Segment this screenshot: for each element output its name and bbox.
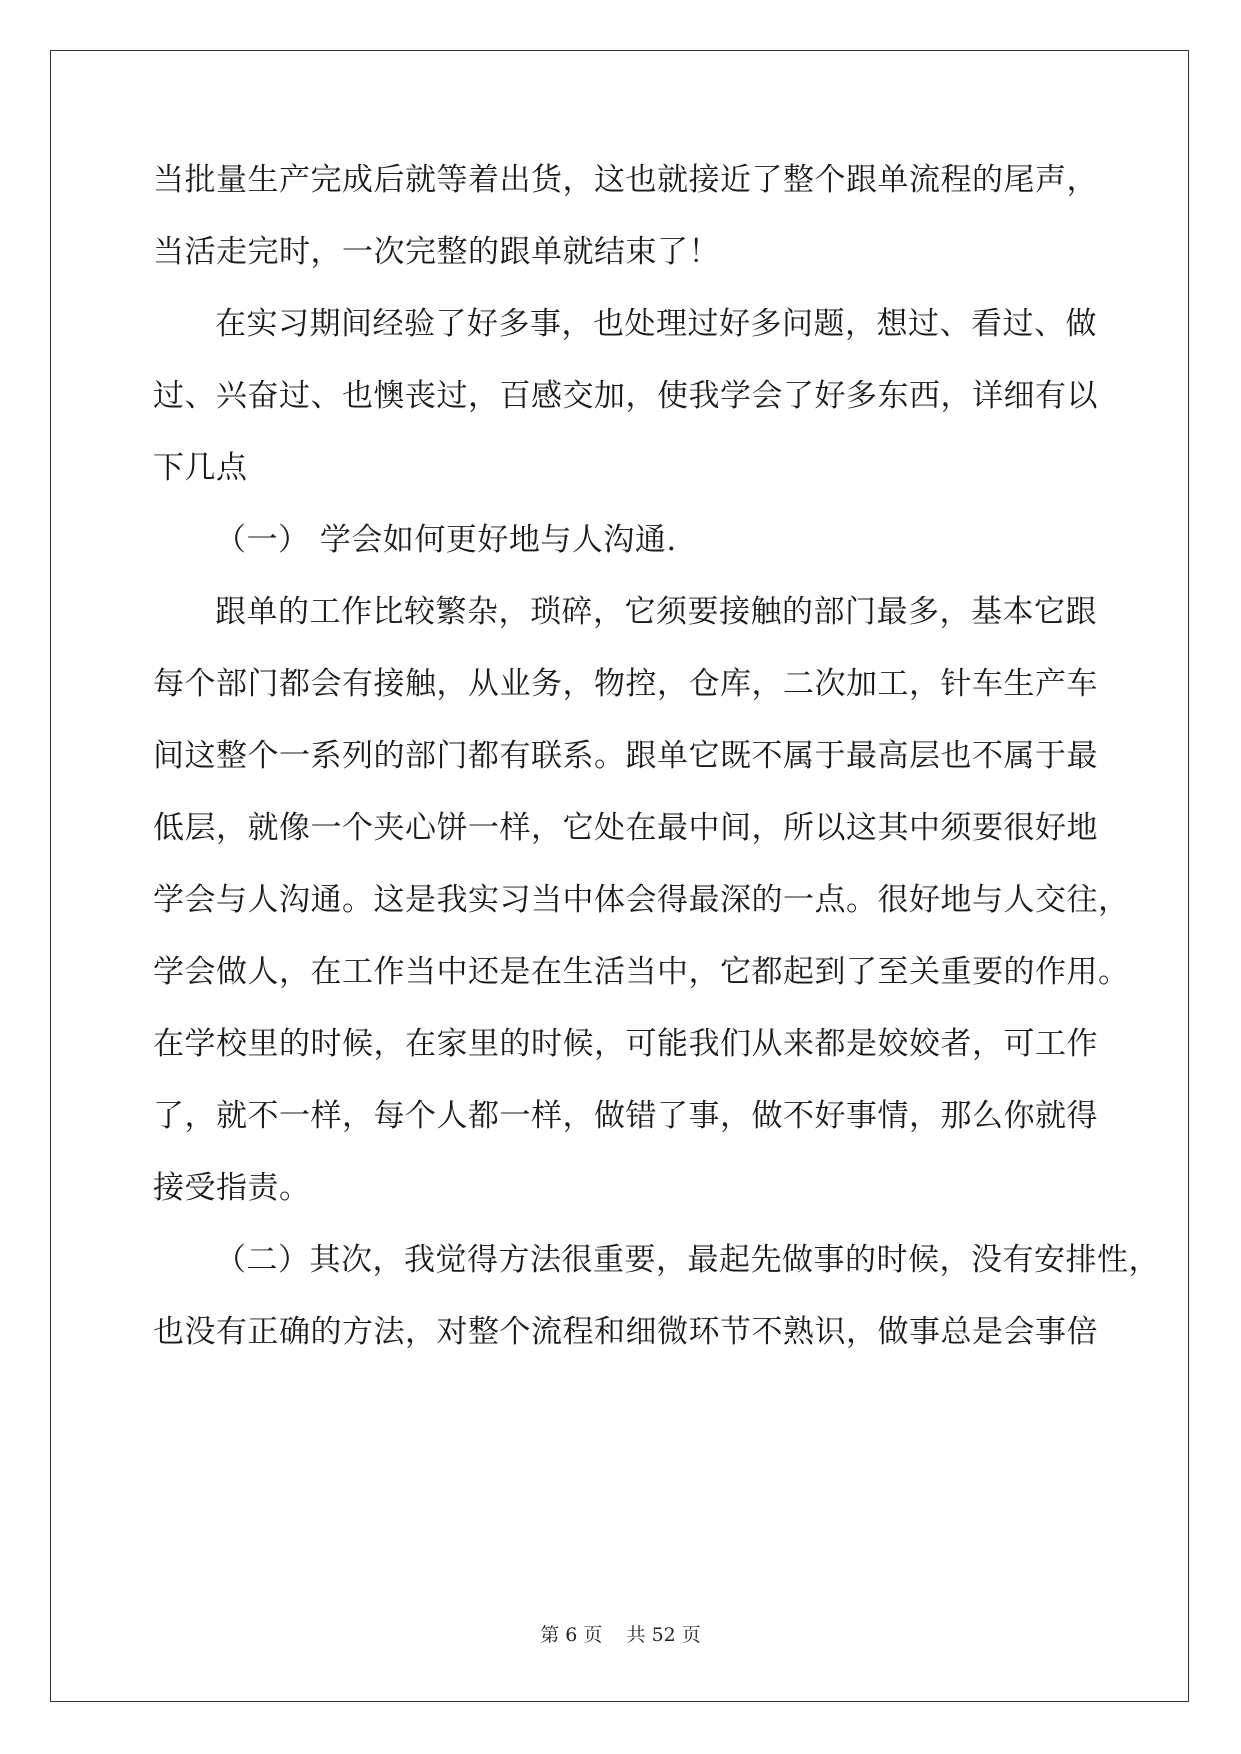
text-line: 低层，就像一个夹心饼一样，它处在最中间，所以这其中须要很好地 bbox=[153, 810, 1098, 846]
text-line: 也没有正确的方法，对整个流程和细微环节不熟识，做事总是会事倍 bbox=[153, 1314, 1098, 1350]
text-line: 下几点 bbox=[153, 450, 248, 486]
text-line: 当批量生产完成后就等着出货，这也就接近了整个跟单流程的尾声， bbox=[153, 162, 1098, 198]
section-heading-two: （二）其次，我觉得方法很重要，最起先做事的时候，没有安排性， bbox=[215, 1242, 1160, 1278]
text-line: 接受指责。 bbox=[153, 1170, 311, 1206]
text-line: 间这整个一系列的部门都有联系。跟单它既不属于最高层也不属于最 bbox=[153, 738, 1098, 774]
text-line: 当活走完时，一次完整的跟单就结束了！ bbox=[153, 234, 720, 270]
text-line: 学会与人沟通。这是我实习当中体会得最深的一点。很好地与人交往， bbox=[153, 882, 1130, 918]
text-line: 过、兴奋过、也懊丧过，百感交加，使我学会了好多东西，详细有以 bbox=[153, 378, 1098, 414]
text-line: 每个部门都会有接触，从业务，物控，仓库，二次加工，针车生产车 bbox=[153, 666, 1098, 702]
page-number-footer: 第 6 页 共 52 页 bbox=[540, 1624, 701, 1646]
section-heading-one: （一） 学会如何更好地与人沟通. bbox=[215, 522, 677, 558]
text-line: 了，就不一样，每个人都一样，做错了事，做不好事情，那么你就得 bbox=[153, 1098, 1098, 1134]
paragraph-start-line: 在实习期间经验了好多事，也处理过好多问题，想过、看过、做 bbox=[215, 306, 1097, 342]
text-line: 学会做人，在工作当中还是在生活当中，它都起到了至关重要的作用。 bbox=[153, 954, 1130, 990]
page-border bbox=[50, 50, 1189, 1702]
text-line: 在学校里的时候，在家里的时候，可能我们从来都是姣姣者，可工作 bbox=[153, 1026, 1098, 1062]
paragraph-start-line: 跟单的工作比较繁杂，琐碎，它须要接触的部门最多，基本它跟 bbox=[215, 594, 1097, 630]
